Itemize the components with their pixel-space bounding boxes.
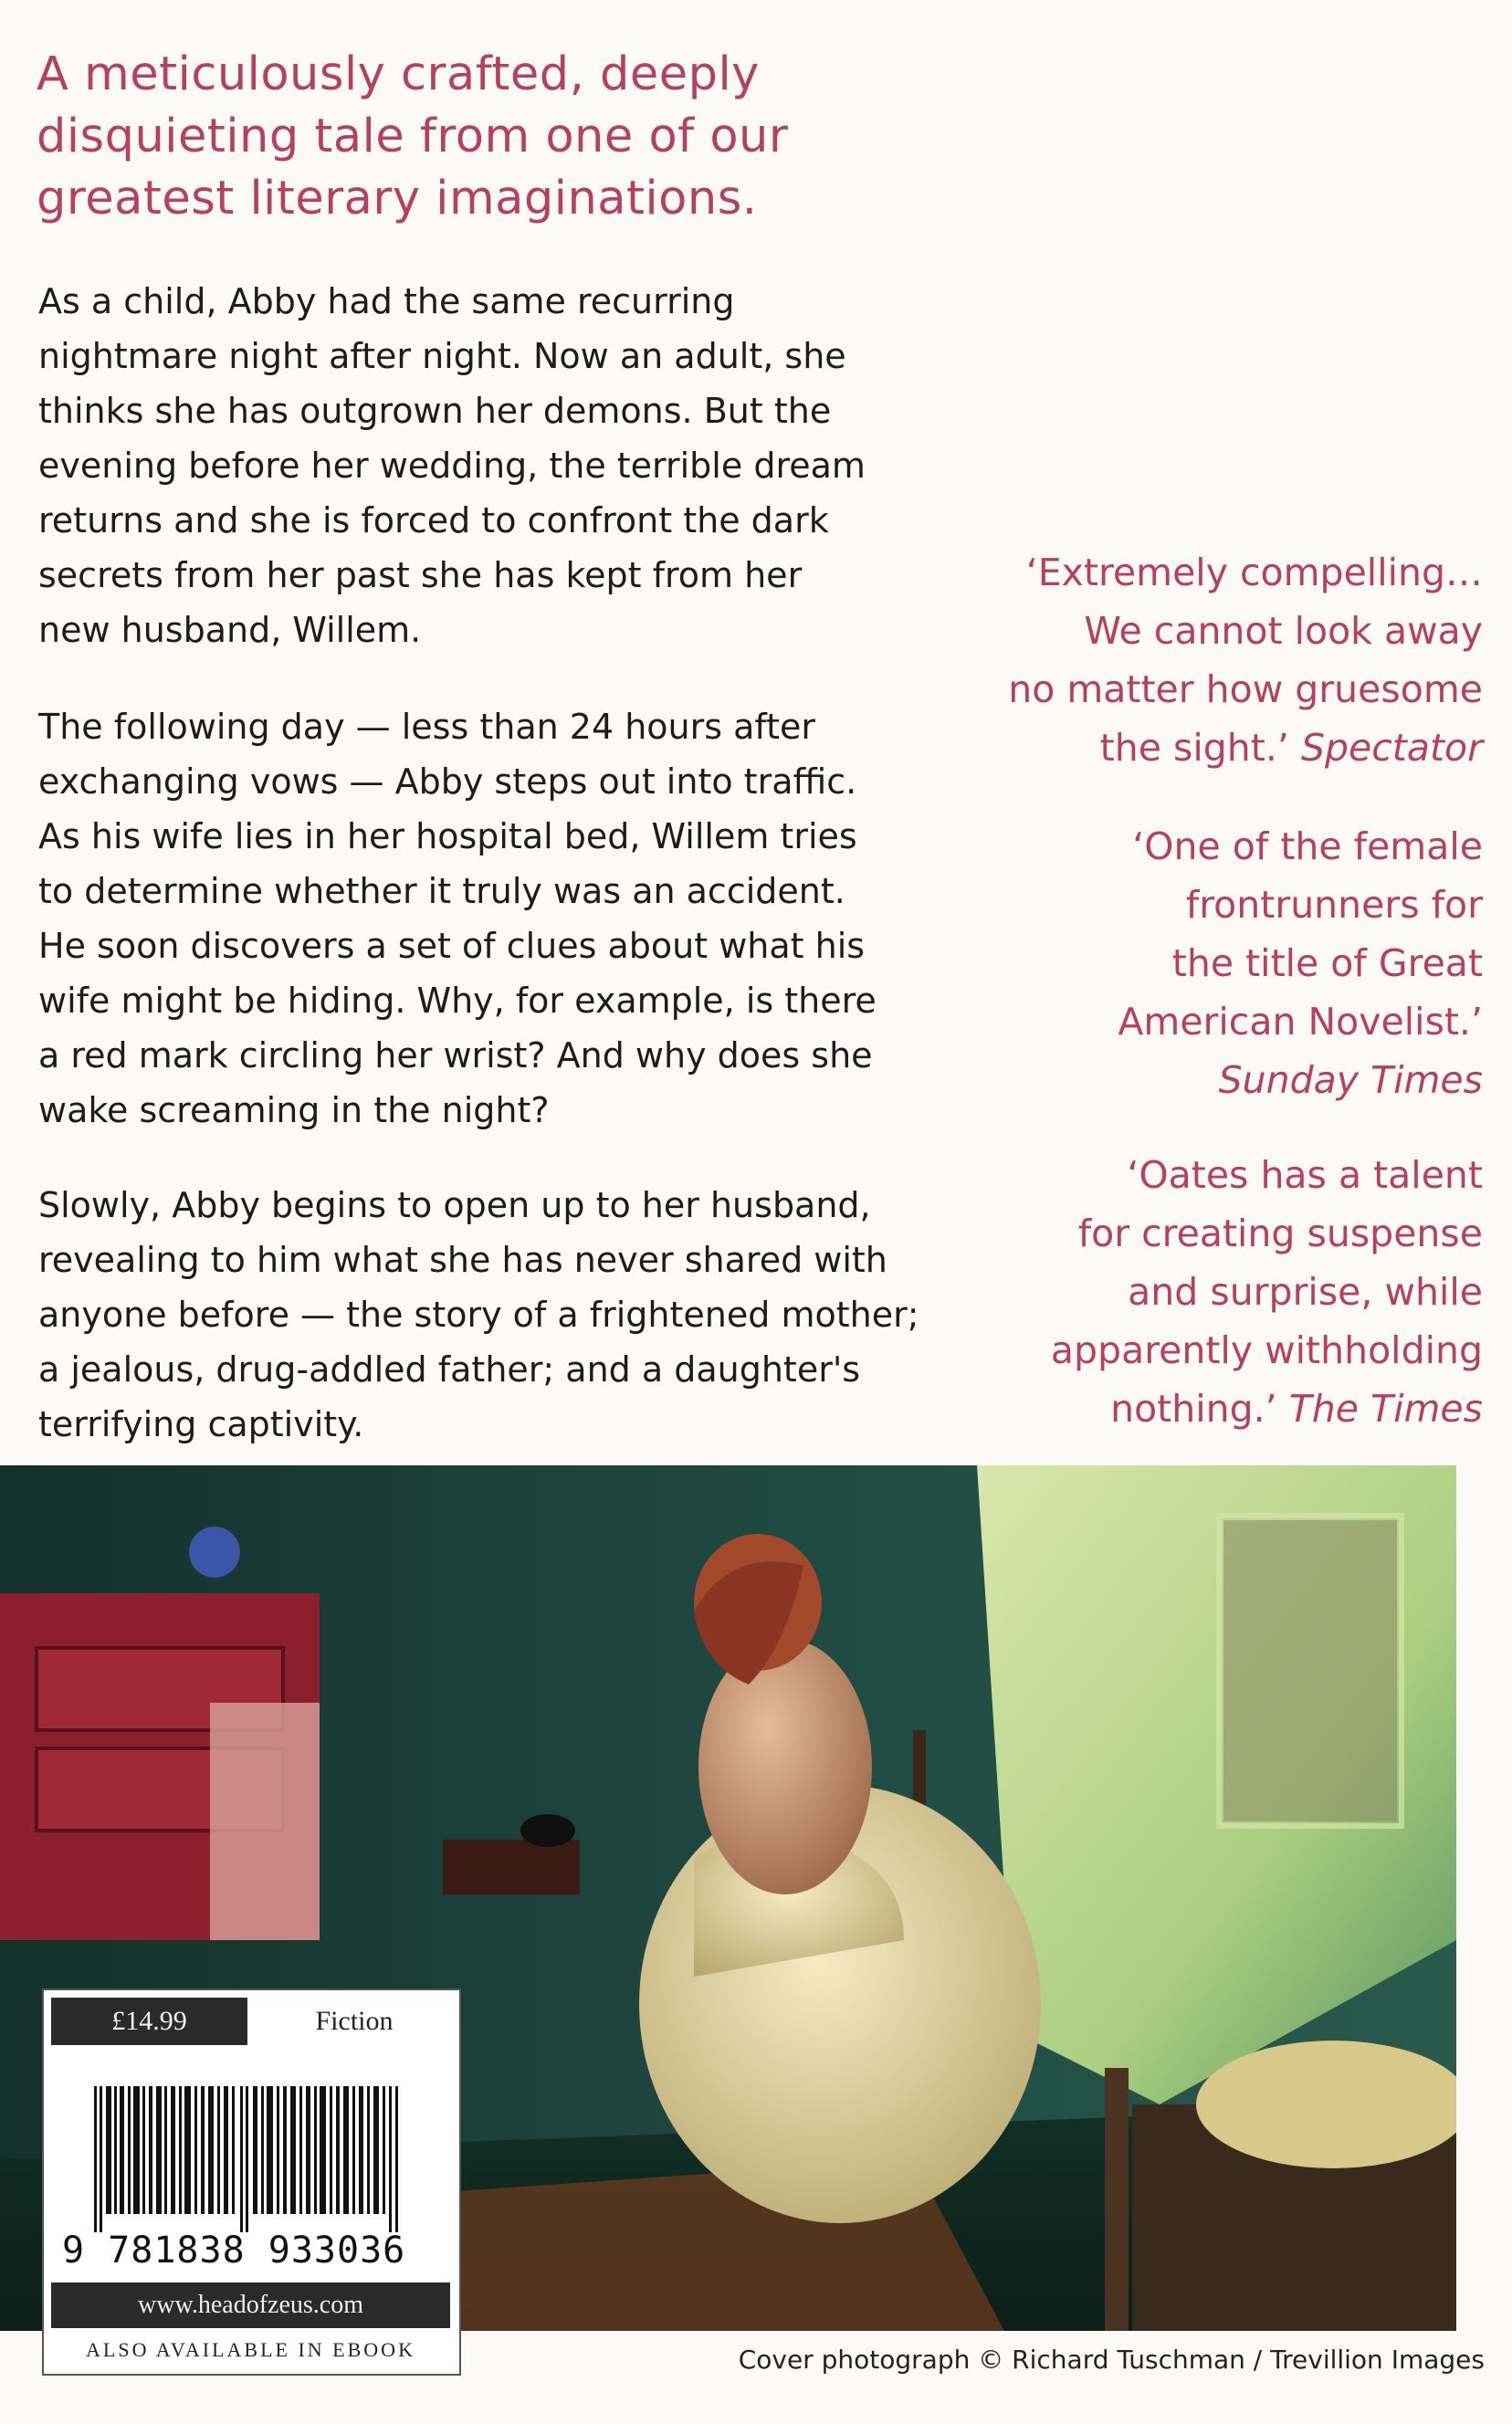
quote-line: ‘One of the female <box>1132 824 1483 868</box>
blurb-paragraph-1 <box>38 274 897 657</box>
ebook-note: ALSO AVAILABLE IN EBOOK <box>86 2338 415 2361</box>
barcode-bars <box>94 2086 409 2232</box>
photo-credit: Cover photograph © Richard Tuschman / Trevillion Images <box>738 2345 1485 2375</box>
quote-line: for creating suspense <box>1077 1212 1483 1255</box>
blurb-line: to determine whether it truly was an accident. <box>38 871 845 911</box>
quote-text: the sight.’ <box>1099 726 1289 770</box>
blurb-line: revealing to him what she has never shared with <box>38 1240 887 1280</box>
blurb-line: wake screaming in the night? <box>38 1090 550 1130</box>
blurb-line: thinks she has outgrown her demons. But the <box>38 391 832 431</box>
review-quote-spectator <box>917 543 1483 777</box>
blurb-line: As a child, Abby had the same recurring <box>38 281 735 321</box>
blurb-line: Slowly, Abby begins to open up to her husband, <box>38 1185 871 1225</box>
quote-line: the title of Great <box>1171 941 1483 985</box>
blurb-line: The following day — less than 24 hours after <box>38 707 816 747</box>
tagline <box>37 44 858 230</box>
quote-text: nothing.’ <box>1110 1387 1277 1431</box>
quote-line: apparently withholding <box>1050 1328 1483 1372</box>
quote-line: ‘Extremely compelling… <box>1025 551 1483 594</box>
isbn-number: 9 781838 933036 <box>62 2230 406 2272</box>
publisher-website: www.headofzeus.com <box>51 2282 450 2328</box>
blurb-line: evening before her wedding, the terrible dream <box>38 446 866 486</box>
blurb-line: exchanging vows — Abby steps out into traffic. <box>38 761 857 802</box>
blurb-line: a red mark circling her wrist? And why does she <box>38 1035 873 1076</box>
blurb-line: anyone before — the story of a frightened mother; <box>38 1295 919 1335</box>
review-quote-sunday-times <box>917 817 1483 1109</box>
tagline-line: A meticulously crafted, deeply <box>37 47 760 101</box>
quote-line <box>917 1051 1483 1109</box>
blurb-paragraph-2 <box>38 699 897 1138</box>
blurb-paragraph-3 <box>38 1178 919 1452</box>
tagline-line: greatest literary imaginations. <box>37 172 758 226</box>
blurb-line: a jealous, drug-addled father; and a daughter's <box>38 1349 861 1390</box>
blurb-line: new husband, Willem. <box>38 610 422 650</box>
quote-line: frontrunners for <box>1185 883 1483 927</box>
quote-line: no matter how gruesome <box>1008 667 1483 711</box>
quote-line <box>917 1380 1483 1438</box>
quote-line: and surprise, while <box>1128 1270 1483 1314</box>
quote-line: ‘Oates has a talent <box>1127 1153 1483 1197</box>
tagline-line: disquieting tale from one of our <box>37 110 789 163</box>
review-quote-the-times <box>917 1146 1483 1438</box>
barcode-label <box>42 1989 461 2376</box>
blurb-line: returns and she is forced to confront the dark <box>38 500 829 540</box>
quote-line: We cannot look away <box>1084 609 1483 653</box>
blurb-line: He soon discovers a set of clues about what his <box>38 926 866 966</box>
quote-source: Sunday Times <box>1218 1058 1483 1102</box>
quote-source: The Times <box>1288 1387 1483 1431</box>
blurb-line: nightmare night after night. Now an adult, she <box>38 336 846 376</box>
blurb-line: wife might be hiding. Why, for example, is there <box>38 981 877 1021</box>
quote-line <box>917 719 1483 777</box>
price-tag: £14.99 <box>51 1998 247 2045</box>
blurb-line: As his wife lies in her hospital bed, Willem tries <box>38 816 857 856</box>
category-label: Fiction <box>315 2006 394 2036</box>
quote-line: American Novelist.’ <box>1118 1000 1483 1044</box>
blurb-line: secrets from her past she has kept from her <box>38 555 803 595</box>
blurb-line: terrifying captivity. <box>38 1404 364 1444</box>
quote-source: Spectator <box>1300 726 1483 770</box>
